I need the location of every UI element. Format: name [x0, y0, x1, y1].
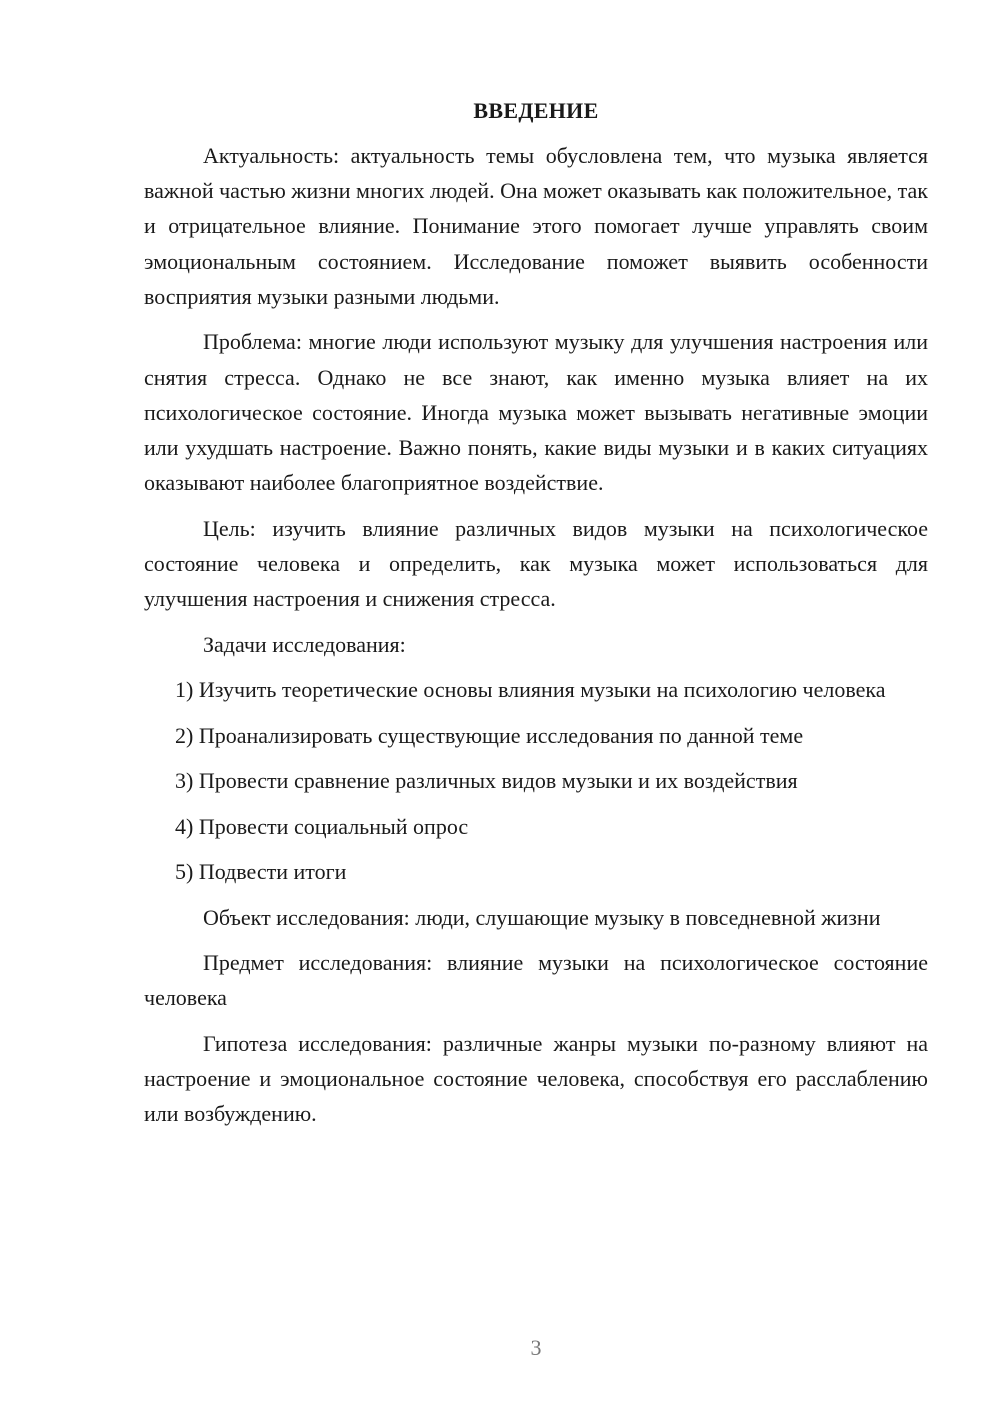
task-item-5: 5) Подвести итоги	[175, 859, 347, 885]
paragraph-object: Объект исследования: люди, слушающие музыку в повседневной жизни	[203, 904, 881, 930]
paragraph-goal: Цель: изучить влияние различных видов музыки на психологическое состояние человека и определить, как музыка может использоваться для улучшения настроения и снижения стресса.	[144, 515, 928, 612]
document-page	[144, 96, 928, 1131]
task-item-3: 3) Провести сравнение различных видов музыки и их воздействия	[175, 768, 798, 794]
paragraph-problem: Проблема: многие люди используют музыку для улучшения настроения или снятия стресса. Однако не все знают, как именно музыка влияет на их психологическое состояние. Иногда музыка может вызывать негативные эмоции или ухудшать настроение. Важно понять, какие виды музыки и в каких ситуациях оказывают наиболее благоприятное воздействие.	[144, 329, 928, 496]
paragraph-subject: Предмет исследования: влияние музыки на психологическое состояние человека	[144, 950, 928, 1011]
document-title: ВВЕДЕНИЕ	[473, 98, 599, 123]
task-item-1: 1) Изучить теоретические основы влияния музыки на психологию человека	[175, 677, 886, 703]
paragraph-tasks-heading: Задачи исследования:	[203, 631, 406, 657]
paragraph-hypothesis: Гипотеза исследования: различные жанры музыки по-разному влияют на настроение и эмоциональное состояние человека, способствуя его расслаблению или возбуждению.	[144, 1030, 928, 1127]
task-item-2: 2) Проанализировать существующие исследования по данной теме	[175, 722, 804, 748]
task-item-4: 4) Провести социальный опрос	[175, 813, 469, 839]
paragraph-relevance: Актуальность: актуальность темы обусловлена тем, что музыка является важной частью жизни многих людей. Она может оказывать как положительное, так и отрицательное влияние. Понимание этого помогает лучше управлять своим эмоциональным состоянием. Исследование поможет выявить особенности восприятия музыки разными людьми.	[144, 143, 928, 309]
page-number: 3	[530, 1335, 542, 1360]
